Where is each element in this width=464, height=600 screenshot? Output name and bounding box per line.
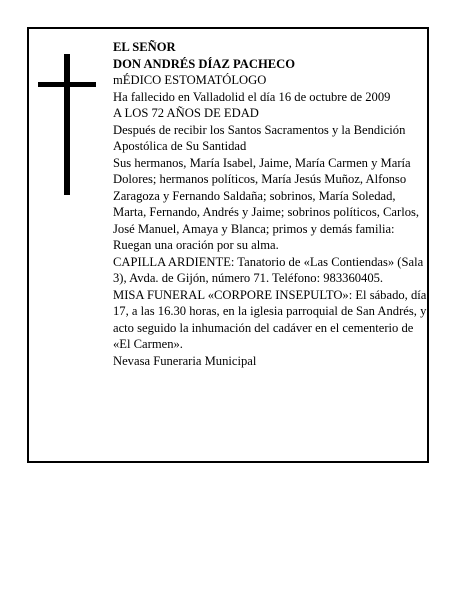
cross-horizontal-bar — [38, 82, 96, 87]
obituary-text — [113, 39, 429, 369]
profession: mÉDICO ESTOMATÓLOGO — [113, 73, 267, 87]
cross-vertical-bar — [64, 54, 70, 195]
passing-statement: Ha fallecido en Valladolid el día 16 de octubre de 2009 — [113, 89, 391, 104]
title-line: EL SEÑOR — [113, 40, 176, 54]
chapel-info: CAPILLA ARDIENTE: Tanatorio de «Las Contiendas» (Sala 3), Avda. de Gijón, número 71. Teléfono: 983360405. — [113, 254, 424, 285]
age-statement: A LOS 72 AÑOS DE EDAD — [113, 106, 259, 120]
mass-info: MISA FUNERAL «CORPORE INSEPULTO»: El sábado, día 17, a las 16.30 horas, en la iglesia parroquial de San Andrés, y acto seguido la inhumación del cadáver en el cementerio de «El Carmen». — [113, 287, 427, 351]
prayer-request: Ruegan una oración por su alma. — [113, 238, 279, 252]
sacraments-statement: Después de recibir los Santos Sacramentos y la Bendición Apostólica de Su Santidad — [113, 122, 406, 153]
family-statement: Sus hermanos, María Isabel, Jaime, María Carmen y María Dolores; hermanos políticos, María Jesús Muñoz, Alfonso Zaragoza y Fernando Saldaña; sobrinos, María Soledad, Marta, Fernando, Andrés y Jaime; sobrinos políticos, Carlos, José Manuel, Amaya y Blanca; primos y demás familia: — [113, 155, 420, 236]
deceased-name: DON ANDRÉS DÍAZ PACHECO — [113, 56, 296, 71]
funeral-home: Nevasa Funeraria Municipal — [113, 353, 257, 368]
